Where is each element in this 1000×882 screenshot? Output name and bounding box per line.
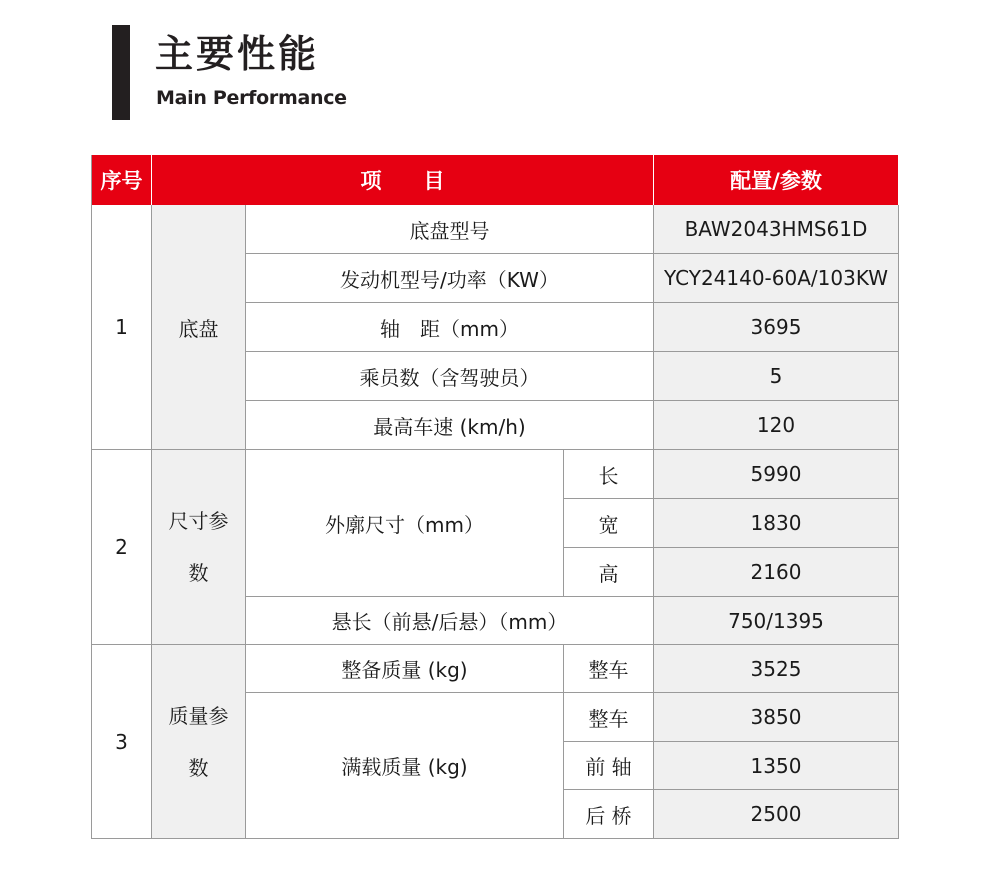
table-row-value: 5990: [654, 450, 899, 499]
table-row-value: 120: [654, 401, 899, 450]
group-no: 1: [91, 205, 152, 450]
sub-label: 高: [564, 548, 654, 597]
sub-label: 宽: [564, 499, 654, 548]
sub-label: 长: [564, 450, 654, 499]
table-row-value: 2500: [654, 790, 899, 839]
group-category: [152, 450, 246, 645]
sub-label: 前 轴: [564, 742, 654, 790]
header-item: 项 目: [152, 155, 654, 205]
title-accent-bar: [112, 25, 130, 120]
sub-label: 后 桥: [564, 790, 654, 839]
curb-weight-label: 整备质量 (kg): [246, 645, 564, 693]
group-category-line: 质量参: [168, 703, 229, 728]
table-row-item: 乘员数（含驾驶员）: [246, 352, 654, 401]
sub-label: 整车: [564, 645, 654, 693]
group-category-line: 尺寸参: [168, 509, 229, 533]
table-row-value: 1830: [654, 499, 899, 548]
table-row-item: 发动机型号/功率（KW）: [246, 254, 654, 303]
table-row-value: 5: [654, 352, 899, 401]
table-row-item: 底盘型号: [246, 205, 654, 254]
spec-table: [91, 155, 899, 839]
outline-dimensions-label: 外廓尺寸（mm）: [246, 450, 564, 597]
table-row-item: 轴 距（mm）: [246, 303, 654, 352]
overhang-label: 悬长（前悬/后悬）（mm）: [246, 597, 654, 645]
section-title: 主要性能: [155, 32, 320, 76]
header-no: 序号: [91, 155, 152, 205]
group-category: [152, 645, 246, 839]
table-row-value: 1350: [654, 742, 899, 790]
table-row-value: 3850: [654, 693, 899, 742]
laden-weight-label: 满载质量 (kg): [246, 693, 564, 839]
table-row-value: 750/1395: [654, 597, 899, 645]
table-row-value: 2160: [654, 548, 899, 597]
group-category: 底盘: [152, 205, 246, 450]
group-no: 2: [91, 450, 152, 645]
sub-label: 整车: [564, 693, 654, 742]
table-row-value: BAW2043HMS61D: [654, 205, 899, 254]
table-row-item: 最高车速 (km/h): [246, 401, 654, 450]
table-row-value: YCY24140-60A/103KW: [654, 254, 899, 303]
header-config: 配置/参数: [654, 155, 899, 205]
group-category-line: 数: [188, 755, 209, 780]
table-row-value: 3525: [654, 645, 899, 693]
group-no: 3: [91, 645, 152, 839]
table-row-value: 3695: [654, 303, 899, 352]
section-subtitle: Main Performance: [156, 87, 347, 109]
group-category-line: 数: [188, 561, 209, 585]
